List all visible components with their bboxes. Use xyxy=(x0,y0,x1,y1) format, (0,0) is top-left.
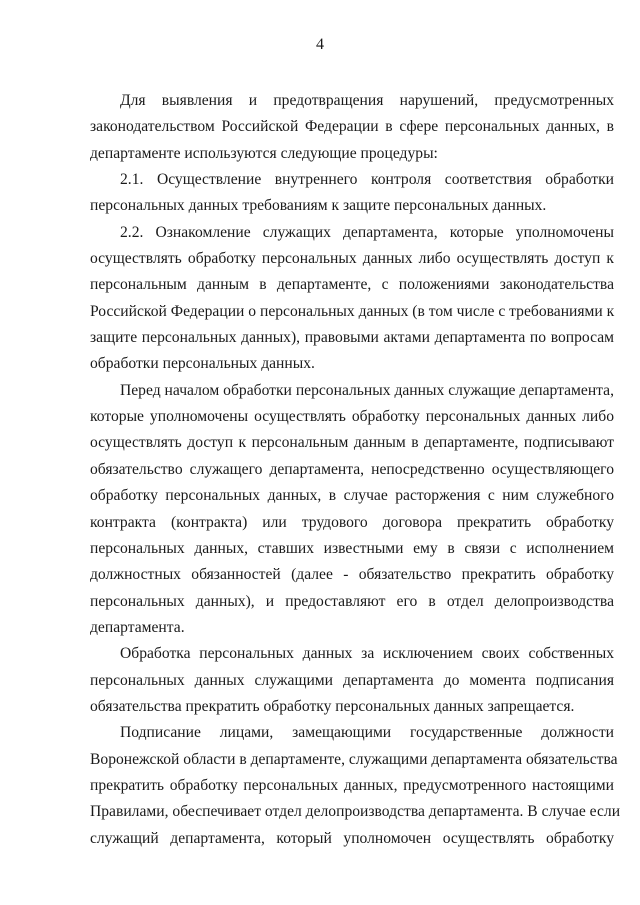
text-line: персональных данных, ставших известными ему в связи с исполнением xyxy=(90,539,614,557)
text-line: должностных обязанностей (далее - обязательство прекратить обработку xyxy=(90,566,614,584)
paragraph xyxy=(90,720,621,852)
text-line: прекратить обработку персональных данных, предусмотренного настоящими xyxy=(90,776,614,794)
text-line: Правилами, обеспечивает отдел делопроизводства департамента. В случае если xyxy=(90,803,621,821)
text-line: осуществлять обработку персональных данных либо осуществлять доступ к xyxy=(90,250,614,268)
text-line: Обработка персональных данных за исключением своих собственных xyxy=(120,645,614,663)
paragraph xyxy=(90,641,614,720)
text-line: служащий департамента, который уполномочен осуществлять обработку xyxy=(90,829,614,847)
paragraph xyxy=(90,88,614,167)
text-line: законодательством Российской Федерации в сфере персональных данных, в xyxy=(90,118,614,136)
text-line: обработки персональных данных. xyxy=(90,355,315,373)
text-line: департамента. xyxy=(90,618,185,636)
text-line: персональных данных служащими департамента до момента подписания xyxy=(90,671,614,689)
text-line: персональных данных), и предоставляют его в отдел делопроизводства xyxy=(90,592,614,610)
text-line: обязательство служащего департамента, непосредственно осуществляющего xyxy=(90,460,614,478)
paragraph xyxy=(90,378,614,641)
text-line: контракта (контракта) или трудового договора прекратить обработку xyxy=(90,513,614,531)
text-line: обработку персональных данных, в случае расторжения с ним служебного xyxy=(90,487,614,505)
text-line: Для выявления и предотвращения нарушений, предусмотренных xyxy=(120,92,614,109)
body-text xyxy=(90,88,621,852)
paragraph xyxy=(90,167,614,220)
text-line: Подписание лицами, замещающими государственные должности xyxy=(120,724,614,742)
page-number: 4 xyxy=(316,36,324,53)
text-line: департаменте используются следующие процедуры: xyxy=(90,144,438,162)
text-line: персональных данных требованиям к защите персональных данных. xyxy=(90,197,547,215)
text-line: осуществлять доступ к персональным данным в департаменте, подписывают xyxy=(90,434,614,452)
paragraph xyxy=(90,220,614,378)
text-line: персональным данным в департаменте, с положениями законодательства xyxy=(90,276,614,294)
text-line: которые уполномочены осуществлять обработку персональных данных либо xyxy=(90,408,614,426)
text-line: Воронежской области в департаменте, служащими департамента обязательства xyxy=(90,750,618,768)
text-line: 2.1. Осуществление внутреннего контроля соответствия обработки xyxy=(120,171,614,189)
text-line: защите персональных данных), правовыми актами департамента по вопросам xyxy=(90,329,614,347)
text-line: Перед началом обработки персональных данных служащие департамента, xyxy=(120,381,614,399)
text-line: обязательства прекратить обработку персональных данных запрещается. xyxy=(90,697,575,715)
text-line: Российской Федерации о персональных данных (в том числе с требованиями к xyxy=(90,302,615,320)
text-line: 2.2. Ознакомление служащих департамента, которые уполномочены xyxy=(120,223,614,241)
